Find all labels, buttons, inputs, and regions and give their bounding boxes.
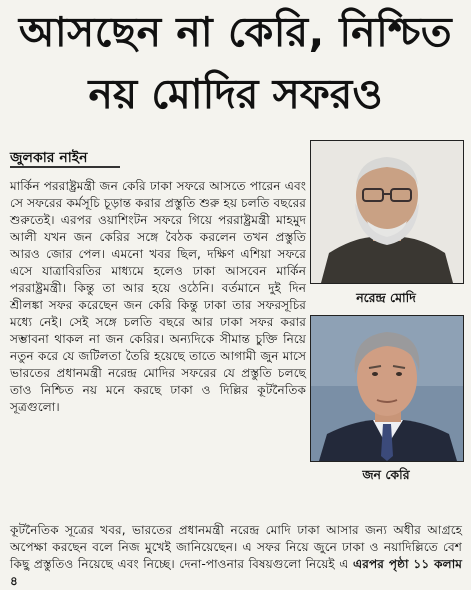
article-paragraph-text: কূটনৈতিক সূত্রের খবর, ভারতের প্রধানমন্ত্রী নরেন্দ্র মোদি ঢাকা আসার জন্য অধীর আগ্রহে অপেক্ষা করছেন বলে নিজ মুখেই জানিয়েছেন। এ সফর নিয়ে জুনে ঢাকা ও নয়াদিল্লিতে বেশ কিছু প্রস্তুতিও নিয়েছে এবং নিচ্ছে। দেনা-পাওনার বিষয়গুলো নিয়েই এ [10,523,462,571]
photo-caption-modi: নরেন্দ্র মোদি [356,290,416,305]
article-body-continued [10,522,462,590]
article-paragraph [10,522,462,590]
headline-line-2: নয় মোদির সফরও [88,70,383,118]
photo-kerry [310,315,464,462]
headline-line-1: আসছেন না কেরি, নিশ্চিত [18,8,453,56]
byline-underline [10,166,120,168]
continued-on-page: এরপর পৃষ্ঠা ১১ কলাম ৪ [10,557,463,588]
portrait-modi-image [311,141,463,283]
byline: জুলকার নাইন [10,150,88,166]
article-paragraph: মার্কিন পররাষ্ট্রমন্ত্রী জন কেরি ঢাকা সফরে আসতে পারেন এবং সে সফরের কর্মসূচি চূড়ান্ত করার প্রস্তুতি শুরু হয় চলতি বছরের শুরুতেই। এরপর ওয়াশিংটন সফরে গিয়ে পররাষ্ট্রমন্ত্রী মাহমুদ আলী যখন জন কেরির সঙ্গে বৈঠক করলেন তখন প্রস্তুতি আরও জোর পেল। এমনো খবর ছিল, দক্ষিণ এশিয়া সফরে এসে যাত্রাবিরতির মাধ্যমে হলেও ঢাকা আসবেন মার্কিন পররাষ্ট্রমন্ত্রী। কিন্তু তা আর হয়ে ওঠেনি। বর্তমানে দুই দিন শ্রীলঙ্কা সফর করেছেন জন কেরি কিন্তু ঢাকা তার সফরসূচির মধ্যে নেই। সেই সঙ্গে চলতি বছরে আর ঢাকা সফর করার সম্ভাবনা থাকল না জন কেরির। অন্যদিকে সীমান্ত চুক্তি নিয়ে নতুন করে যে জটিলতা তৈরি হয়েছে তাতে আগামী জুন মাসে ভারতের প্রধানমন্ত্রী নরেন্দ্র মোদির সফরের যে প্রস্তুতি চলছে তাও নিশ্চিত নয় মনে করছে ঢাকা ও দিল্লির কূটনৈতিক সূত্রগুলো। [10,179,306,414]
photo-caption-kerry: জন কেরি [362,467,410,482]
article-body-column [10,178,306,416]
photo-modi [310,140,464,284]
portrait-kerry-image [311,316,463,461]
